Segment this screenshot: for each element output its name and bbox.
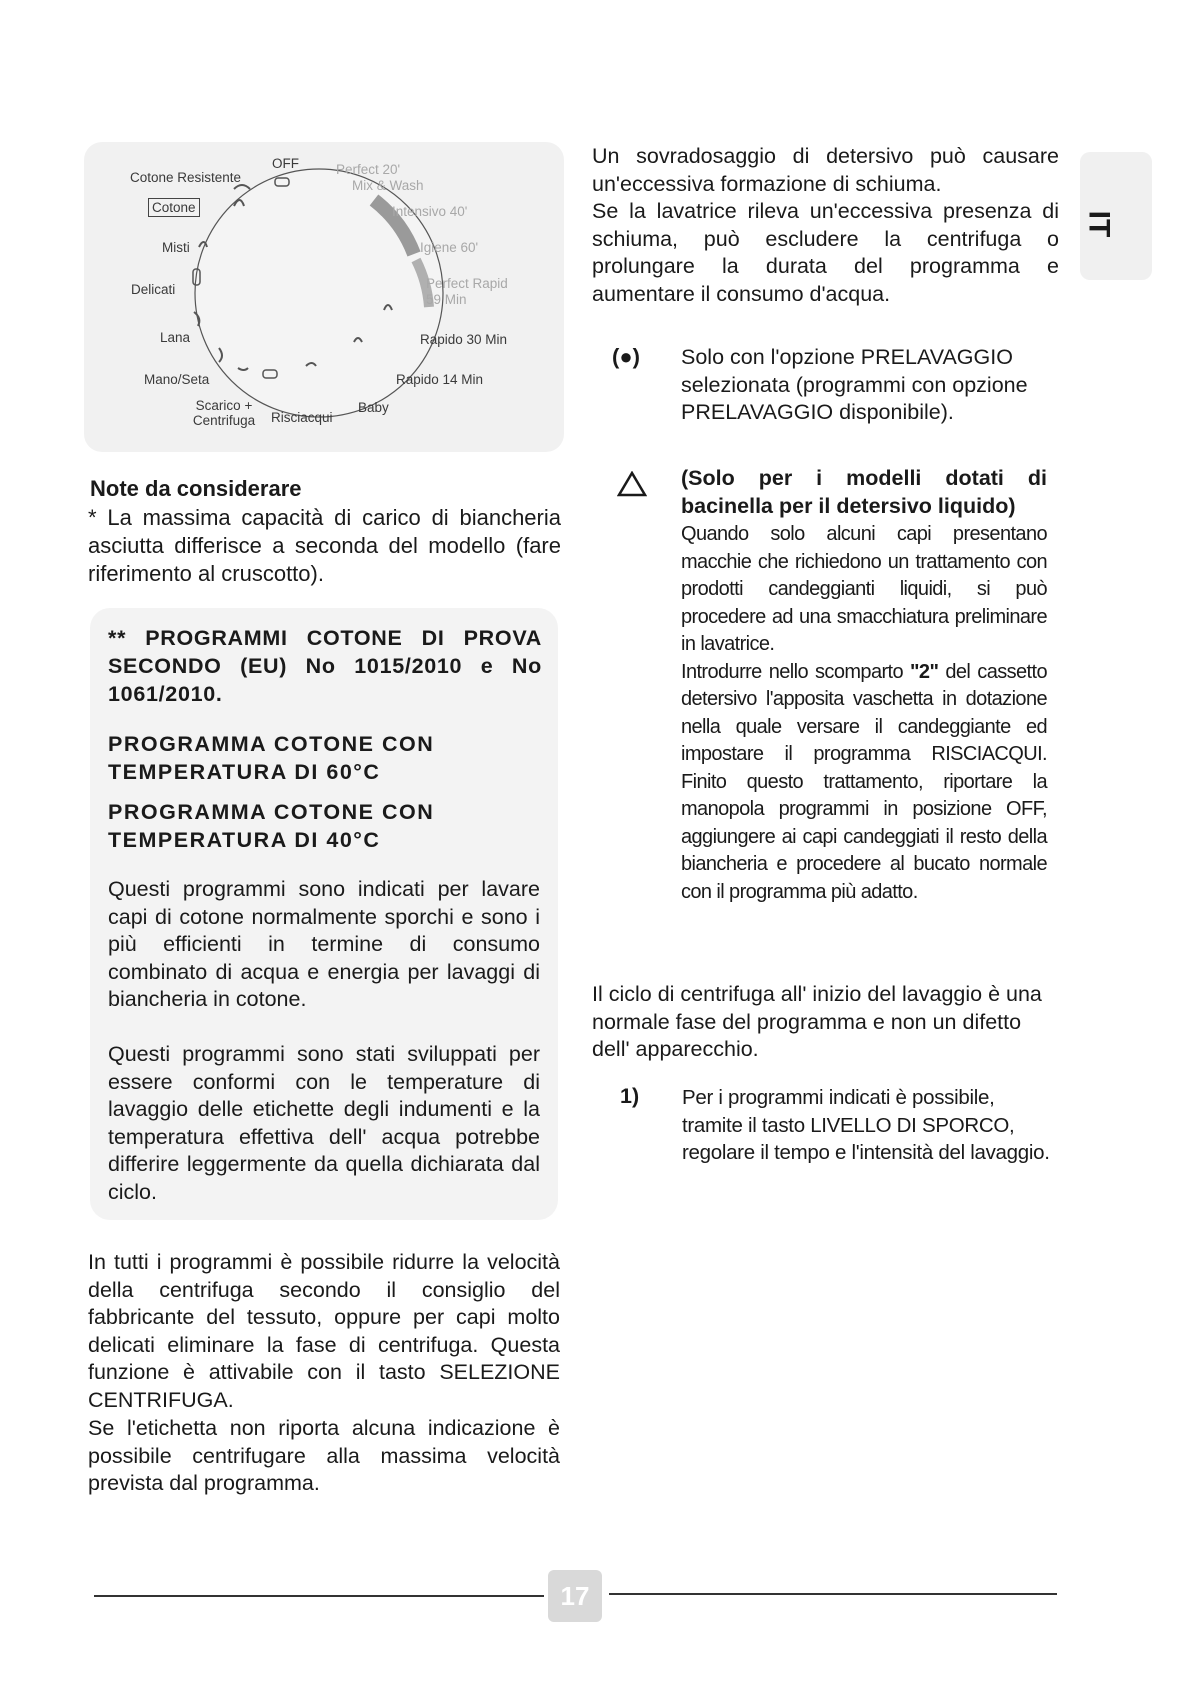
dial-label-cotone: Cotone (148, 198, 200, 217)
prewash-bullet-symbol: (●) (612, 344, 640, 369)
dial-label-off: OFF (272, 156, 299, 171)
dial-label-perfect-rapid: Perfect Rapid (426, 276, 508, 291)
dial-label-cotone-resistente: Cotone Resistente (130, 170, 242, 185)
dial-label-59min: 59 Min (426, 292, 467, 307)
dial-label-mix-wash: Mix & Wash (352, 178, 424, 193)
page-number: 17 (548, 1570, 602, 1622)
dial-label-risciacqui: Risciacqui (271, 410, 333, 425)
foam-paragraph: Se la lavatrice rileva un'eccessiva presenza di schiuma, può escludere la centrifuga o prolungare la durata del programma e aumentare il consumo d'acqua. (592, 199, 1059, 306)
footer-rule-left (94, 1595, 544, 1597)
notes-body: * La massima capacità di carico di biancheria asciutta differisce a seconda del modello (fare riferimento al cruscotto). (88, 505, 561, 586)
dial-label-delicati: Delicati (131, 282, 176, 297)
bleach-text-b: del cassetto detersivo l'apposita vaschetta in dotazione nella quale versare il candeggiante ed impostare il programma RISCIACQUI. Finito questo trattamento, riportare la manopola programmi in posizione OFF, aggiungere ai capi candeggiati il resto della biancheria e procedere al bucato normale con il programma più adatto. (681, 660, 1047, 903)
bleach-paragraph-2 (681, 659, 1047, 907)
test-programs-paragraph-2: Questi programmi sono stati sviluppati per essere conformi con le temperature di lavaggio delle etichette degli indumenti e la temperatura effettiva dell' acqua potrebbe differire leggermente da quella dichiarata dal ciclo. (108, 1042, 540, 1204)
dial-label-scarico-centrifuga: Scarico + Centrifuga (192, 398, 256, 428)
language-code: IT (1082, 210, 1116, 238)
dial-label-igiene60: Igiene 60' (420, 240, 479, 255)
program-dial-figure (84, 142, 564, 452)
liquid-detergent-heading: (Solo per i modelli dotati di bacinella per il detersivo liquido) (681, 466, 1047, 518)
dial-label-perfect20: Perfect 20' (336, 162, 401, 177)
test-programs-heading: ** PROGRAMMI COTONE DI PROVA SECONDO (EU) No 1015/2010 e No 1061/2010. (108, 626, 542, 706)
program-60-heading: PROGRAMMA COTONE CON TEMPERATURA DI 60°C (108, 732, 435, 784)
dial-label-mano-seta: Mano/Seta (144, 372, 210, 387)
program-40-heading: PROGRAMMA COTONE CON TEMPERATURA DI 40°C (108, 800, 435, 852)
bleach-text-a: Introdurre nello scomparto (681, 660, 911, 683)
dial-label-rapido30: Rapido 30 Min (420, 332, 508, 347)
liquid-detergent-body (681, 521, 1047, 906)
dial-label-rapido14: Rapido 14 Min (396, 372, 484, 387)
notes-title: Note da considerare (90, 476, 302, 501)
label-spin-paragraph: Se l'etichetta non riporta alcuna indicazione è possibile centrifugare alla massima velocità prevista dal programma. (88, 1416, 560, 1495)
dial-label-lana: Lana (160, 330, 191, 345)
dial-label-misti: Misti (162, 240, 190, 255)
prewash-note: Solo con l'opzione PRELAVAGGIO selezionata (programmi con opzione PRELAVAGGIO disponibile). (681, 345, 1028, 424)
dial-label-intensivo40: Intensivo 40' (392, 204, 468, 219)
test-programs-paragraph-1: Questi programmi sono indicati per lavare capi di cotone normalmente sporchi e sono i più efficienti in termine di consumo combinato di acqua e energia per lavaggi di biancheria in cotone. (108, 877, 540, 1011)
dial-graphic (84, 142, 564, 452)
dial-label-baby: Baby (358, 400, 389, 415)
footer-rule-right (609, 1593, 1057, 1595)
spin-cycle-paragraph: Il ciclo di centrifuga all' inizio del lavaggio è una normale fase del programma e non un difetto dell' apparecchio. (592, 982, 1042, 1061)
overdose-paragraph: Un sovradosaggio di detersivo può causare un'eccessiva formazione di schiuma. (592, 144, 1059, 196)
spin-speed-paragraph: In tutti i programmi è possibile ridurre la velocità della centrifuga secondo il consiglio del fabbricante del tessuto, oppure per capi molto delicati eliminare la fase di centrifuga. Questa funzione è attivabile con il tasto SELEZIONE CENTRIFUGA. (88, 1250, 560, 1412)
warning-triangle-icon (617, 471, 647, 497)
soil-level-note: Per i programmi indicati è possibile, tramite il tasto LIVELLO DI SPORCO, regolare il tempo e l'intensità del lavaggio. (682, 1086, 1050, 1164)
bleach-paragraph-1: Quando solo alcuni capi presentano macchie che richiedono un trattamento con prodotti candeggianti liquidi, si può procedere ad una smacchiatura preliminare in lavatrice. (681, 523, 1047, 655)
compartment-number: "2" (910, 660, 939, 683)
footnote-number: 1) (620, 1084, 640, 1108)
